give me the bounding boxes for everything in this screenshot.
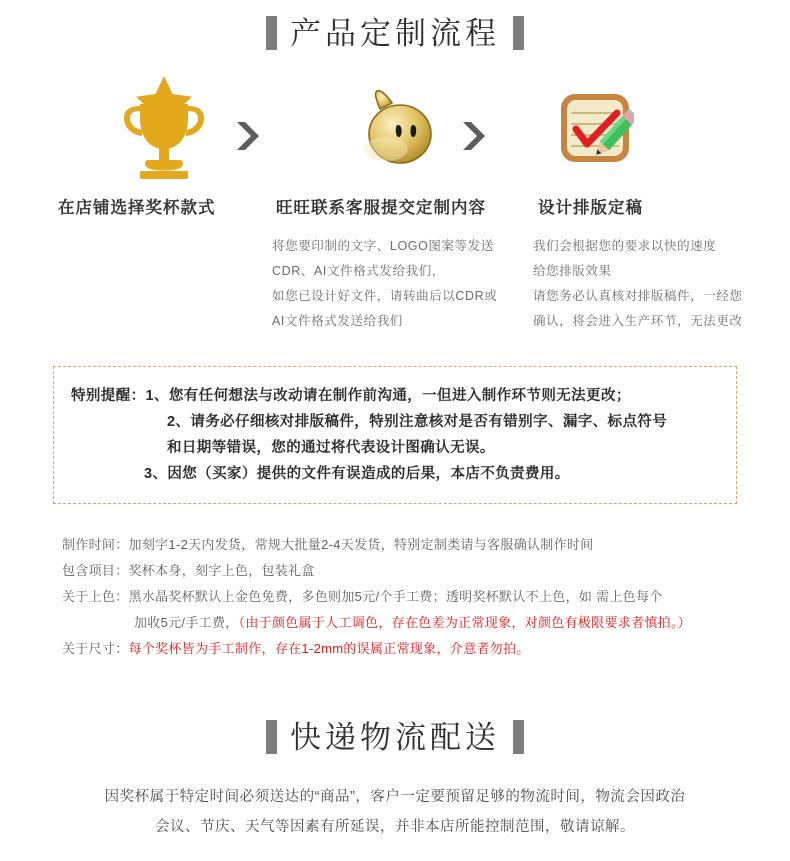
shipping-title: 快递物流配送 <box>290 719 500 755</box>
spec-coloring-continued <box>62 610 790 636</box>
shipping-paragraph-line-1: 因奖杯属于特定时间必须送达的“商品”，客户一定要预留足够的物流时间，物流会因政治 <box>104 789 686 805</box>
shipping-paragraph <box>0 782 790 842</box>
step-description-3-line-1: 我们会根据您的要求以快的速度 <box>533 239 717 253</box>
spec-production-time-label: 制作时间： <box>62 537 129 552</box>
spec-coloring-surcharge: 加收5元/手工费， <box>134 615 239 630</box>
heading-bar-left-icon-2 <box>266 720 277 754</box>
customization-section-heading <box>0 16 790 50</box>
spec-production-time-value: 加刻字1-2天内发货，常规大批量2-4天发货，特别定制类请与客服确认制作时间 <box>128 537 594 552</box>
notice-line-2: 2、请务必仔细核对排版稿件，特别注意核对是否有错别字、漏字、标点符号 <box>167 414 668 430</box>
spec-coloring-label: 关于上色： <box>62 589 129 604</box>
step-label-1: 在店铺选择奖杯款式 <box>58 199 216 217</box>
notice-line-3: 和日期等错误，您的通过将代表设计图确认无误。 <box>167 440 495 456</box>
notice-line-4: 3、因您（买家）提供的文件有误造成的后果，本店不负责费用。 <box>144 466 570 482</box>
shipping-section <box>0 720 790 842</box>
spec-includes-label: 包含项目： <box>62 563 129 578</box>
step-description-3 <box>533 234 783 334</box>
process-steps-icons <box>0 70 790 190</box>
step-description-2-line-4: AI文件格式发送给我们 <box>272 314 403 328</box>
special-notice-box <box>53 366 737 504</box>
heading-bar-right-icon-2 <box>513 720 524 754</box>
shipping-section-heading <box>0 720 790 754</box>
spec-coloring-disclaimer: （由于颜色属于人工调色，存在色差为正常现象，对颜色有极限要求者慎拍。） <box>238 615 692 630</box>
spec-includes-value: 奖杯本身，刻字上色，包装礼盒 <box>128 563 315 578</box>
step-description-2-line-1: 将您要印制的文字、LOGO图案等发送 <box>272 239 494 253</box>
spec-includes <box>62 558 790 584</box>
process-steps-descriptions <box>0 234 790 344</box>
wangwang-icon <box>340 70 460 185</box>
process-steps-labels <box>0 194 790 224</box>
specification-list <box>62 532 790 662</box>
spec-coloring <box>62 584 790 610</box>
heading-bar-right-icon <box>513 16 524 50</box>
notice-line-1: 特别提醒：1、您有任何想法与改动请在制作前沟通，一但进入制作环节则无法更改； <box>71 388 631 404</box>
trophy-icon <box>104 70 224 185</box>
chevron-right-icon-2 <box>452 114 496 158</box>
step-description-3-line-2: 给您排版效果 <box>533 264 612 278</box>
heading-bar-left-icon <box>266 16 277 50</box>
chevron-right-icon-1 <box>226 114 270 158</box>
step-description-2-line-3: 如您已设计好文件，请转曲后以CDR或 <box>272 289 498 303</box>
spec-size <box>62 636 790 662</box>
shipping-paragraph-line-2: 会议、节庆、天气等因素有所延误，并非本店所能控制范围，敬请谅解。 <box>155 819 635 835</box>
step-label-3: 设计排版定稿 <box>538 199 643 217</box>
step-description-3-line-3: 请您务必认真核对排版稿件，一经您 <box>533 289 743 303</box>
spec-size-value: 每个奖杯皆为手工制作，存在1-2mm的误属正常现象，介意者勿拍。 <box>128 641 530 656</box>
step-description-3-line-4: 确认，将会进入生产环节，无法更改 <box>533 314 743 328</box>
step-description-2 <box>272 234 522 334</box>
spec-production-time <box>62 532 790 558</box>
step-label-2: 旺旺联系客服提交定制内容 <box>276 199 486 217</box>
page-title: 产品定制流程 <box>290 15 500 51</box>
notepad-check-icon <box>535 70 655 185</box>
step-description-2-line-2: CDR、AI文件格式发给我们， <box>272 264 445 278</box>
spec-coloring-value: 黑水晶奖杯默认上金色免费，多色则加5元/个手工费；透明奖杯默认不上色，如 需上色每个 <box>128 589 663 604</box>
spec-size-label: 关于尺寸： <box>62 641 129 656</box>
